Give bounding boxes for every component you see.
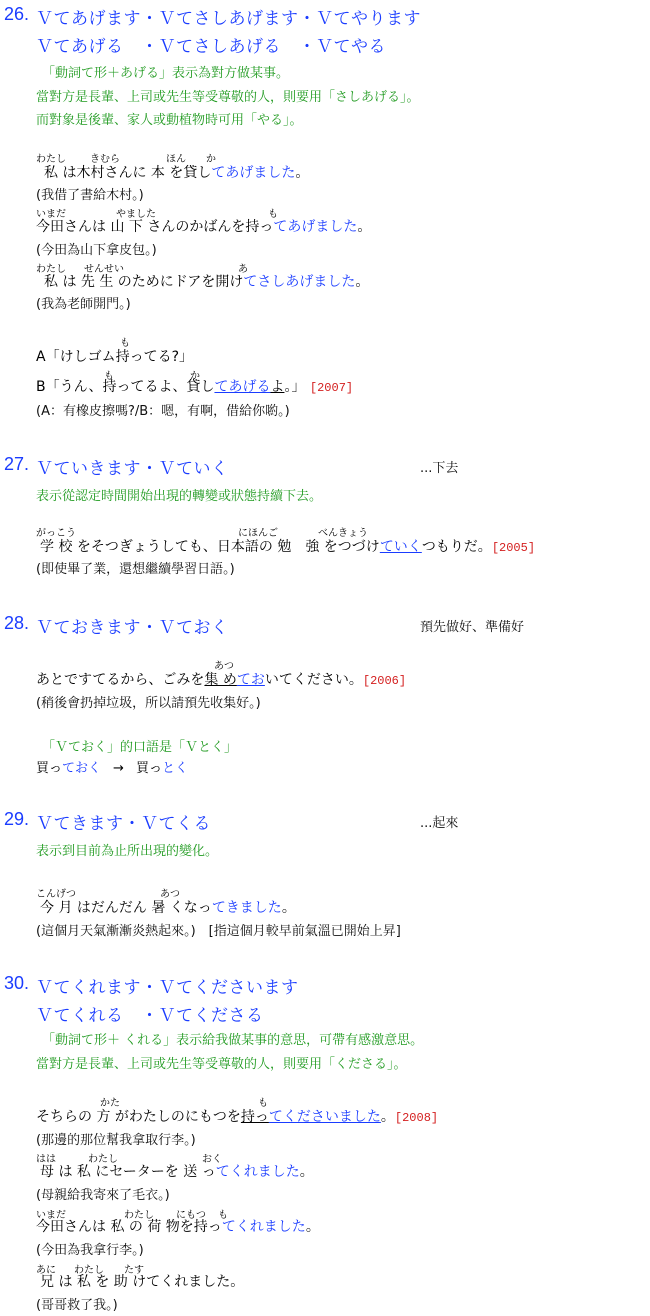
section-28-meaning: 預先做好、準備好 bbox=[420, 620, 525, 635]
section-30-heading-2: Ｖてくれる ・Ｖてくださる bbox=[36, 1006, 264, 1026]
example-text: 私 は木村さんに 本 を貸し bbox=[44, 165, 212, 181]
ruby: がっこう bbox=[36, 528, 76, 539]
ruby: わたし bbox=[36, 154, 66, 165]
example-text: 。 bbox=[299, 1164, 314, 1180]
ruby: やました bbox=[116, 209, 156, 220]
translation: (哥哥救了我。) bbox=[36, 1298, 118, 1313]
grammar-highlight: ておく bbox=[62, 761, 102, 776]
ruby: わたし bbox=[74, 1265, 104, 1276]
exam-year-tag: [2006] bbox=[362, 674, 407, 688]
example-text: 。 bbox=[355, 274, 370, 290]
ruby: か bbox=[206, 154, 216, 165]
translation: (那邊的那位幫我拿取行李。) bbox=[36, 1133, 196, 1148]
ruby: わたし bbox=[36, 264, 66, 275]
example-text: 。」 bbox=[284, 379, 306, 395]
example-text: つもりだ。 bbox=[421, 539, 492, 555]
example-sentence bbox=[44, 271, 369, 291]
section-26-note-1: 「動詞て形＋あげる」表示為對方做某事。 bbox=[42, 66, 290, 81]
example-sentence bbox=[40, 1161, 314, 1181]
example-text: いてください。 bbox=[264, 672, 363, 688]
example-sentence bbox=[36, 376, 353, 396]
section-26-heading-2: Ｖてあげる ・Ｖてさしあげる ・Ｖてやる bbox=[36, 37, 386, 57]
section-28-note-1: 「Ｖておく」的口語是「Ｖとく」 bbox=[42, 740, 238, 755]
example-sentence bbox=[36, 669, 406, 689]
example-sentence: 兄 は 私 を 助 けてくれました。 bbox=[40, 1274, 245, 1290]
ruby: も bbox=[218, 1210, 228, 1221]
example-text: B「うん、持ってるよ、貸し bbox=[36, 379, 215, 395]
ruby: わたし bbox=[88, 1154, 118, 1165]
example-text: よ bbox=[270, 379, 285, 395]
section-26-note-2: 當對方是長輩、上司或先生等受尊敬的人，則要用「さしあげる」。 bbox=[36, 90, 420, 105]
ruby: こんげつ bbox=[36, 889, 76, 900]
example-text: 持っ bbox=[240, 1109, 269, 1125]
example-text: 今田さんは 私 の 荷 物を持っ bbox=[36, 1219, 222, 1235]
ruby: きむら bbox=[90, 154, 120, 165]
section-26-note-3: 而對象是後輩、家人或動植物時可用「やる」。 bbox=[36, 113, 303, 128]
example-sentence bbox=[36, 1106, 438, 1126]
section-29-note-1: 表示到目前為止所出現的變化。 bbox=[36, 844, 219, 859]
ruby: あつ bbox=[214, 661, 234, 672]
grammar-highlight: てさしあげました bbox=[243, 274, 356, 290]
grammar-highlight: てきました bbox=[211, 900, 282, 916]
section-26-heading-1: Ｖてあげます・Ｖてさしあげます・Ｖてやります bbox=[36, 9, 421, 29]
section-30-heading-1: Ｖてくれます・Ｖてくださいます bbox=[36, 978, 299, 998]
ruby: たす bbox=[124, 1265, 144, 1276]
grammar-highlight: てあげました bbox=[273, 219, 358, 235]
section-28-heading: Ｖておきます・Ｖておく bbox=[36, 618, 229, 638]
grammar-highlight: てお bbox=[236, 672, 265, 688]
example-text: 。 bbox=[281, 900, 296, 916]
example-text: そちらの 方 がわたしのにもつを bbox=[36, 1109, 241, 1125]
section-30-note-2: 當對方是長輩、上司或先生等受尊敬的人，則要用「くださる」。 bbox=[36, 1057, 407, 1072]
exam-year-tag: [2007] bbox=[309, 381, 354, 395]
translation: (我為老師開門。) bbox=[36, 297, 131, 312]
example-text: 今 月 はだんだん 暑 くなっ bbox=[40, 900, 212, 916]
translation: (今田為山下拿皮包。) bbox=[36, 243, 157, 258]
section-26-number: 26. bbox=[4, 4, 30, 24]
example-text: 買っ bbox=[135, 761, 162, 776]
example-text: 私 は 先 生 のためにドアを開け bbox=[44, 274, 244, 290]
section-30-note-1: 「動詞て形＋ くれる」表示給我做某事的意思，可帶有感激意思。 bbox=[42, 1033, 424, 1048]
section-28-number: 28. bbox=[4, 613, 30, 633]
example-text: 。 bbox=[380, 1109, 395, 1125]
section-27-note-1: 表示從認定時間開始出現的轉變或狀態持續下去。 bbox=[36, 489, 323, 504]
arrow: → bbox=[113, 761, 124, 776]
section-27-meaning: ...下去 bbox=[420, 461, 459, 476]
ruby: ほん bbox=[166, 154, 186, 165]
ruby: おく bbox=[202, 1154, 222, 1165]
example-text: 。 bbox=[305, 1219, 320, 1235]
translation: (稍後會扔掉垃圾，所以請預先收集好。) bbox=[36, 696, 261, 711]
grammar-highlight: てくださいました bbox=[268, 1109, 381, 1125]
translation: (A：有橡皮擦嗎?/B：嗯，有啊，借給你喲。) bbox=[36, 404, 290, 419]
example-text: 集 め bbox=[204, 672, 237, 688]
example-text: あとですてるから、ごみを bbox=[36, 672, 205, 688]
example-text: 。 bbox=[357, 219, 372, 235]
exam-year-tag: [2005] bbox=[491, 541, 536, 555]
example-text: 買っ bbox=[36, 761, 63, 776]
grammar-highlight: てくれました bbox=[221, 1219, 306, 1235]
example-sentence bbox=[36, 1216, 320, 1236]
grammar-highlight: てあげました bbox=[211, 165, 296, 181]
ruby: わたし bbox=[124, 1210, 154, 1221]
example-sentence bbox=[40, 897, 296, 917]
example-sentence: A「けしゴム持ってる?」 bbox=[36, 349, 194, 365]
translation: (我借了書給木村。) bbox=[36, 188, 144, 203]
translation: (今田為我拿行李。) bbox=[36, 1243, 144, 1258]
translation: (這個月天氣漸漸炎熱起來。) [指這個月較早前氣溫已開始上昇] bbox=[36, 924, 401, 939]
example-sentence bbox=[36, 216, 371, 236]
ruby: あつ bbox=[160, 889, 180, 900]
example-text: 。 bbox=[295, 165, 310, 181]
translation: (母親給我寄來了毛衣。) bbox=[36, 1188, 170, 1203]
translation: (即使畢了業，還想繼續學習日語。) bbox=[36, 562, 235, 577]
ruby: かた bbox=[100, 1098, 120, 1109]
example-sentence bbox=[40, 536, 535, 556]
example-sentence bbox=[44, 162, 309, 182]
section-29-heading: Ｖてきます・Ｖてくる bbox=[36, 814, 211, 834]
section-29-number: 29. bbox=[4, 809, 30, 829]
ruby: にほんご bbox=[238, 528, 278, 539]
ruby: も bbox=[120, 338, 130, 349]
grammar-highlight: ていく bbox=[379, 539, 422, 555]
grammar-highlight: とく bbox=[161, 761, 188, 776]
ruby: も bbox=[104, 371, 114, 382]
ruby: にもつ bbox=[176, 1210, 206, 1221]
ruby: いまだ bbox=[36, 1210, 66, 1221]
section-27-heading: Ｖていきます・Ｖていく bbox=[36, 459, 229, 479]
ruby: か bbox=[190, 371, 200, 382]
grammar-highlight: てくれました bbox=[215, 1164, 300, 1180]
example-text: 母 は 私 にセーターを 送 っ bbox=[40, 1164, 216, 1180]
ruby: も bbox=[258, 1098, 268, 1109]
section-27-number: 27. bbox=[4, 454, 30, 474]
ruby: あに bbox=[36, 1265, 56, 1276]
example-text: 今田さんは 山 下 さんのかばんを持っ bbox=[36, 219, 274, 235]
ruby: あ bbox=[238, 264, 248, 275]
exam-year-tag: [2008] bbox=[394, 1111, 439, 1125]
ruby: せんせい bbox=[84, 264, 124, 275]
ruby: いまだ bbox=[36, 209, 66, 220]
grammar-highlight: てあげる bbox=[214, 379, 271, 395]
example-text: 学 校 をそつぎょうしても、日本語の 勉 強 をつづけ bbox=[40, 539, 380, 555]
colloquial-example bbox=[36, 757, 188, 776]
ruby: はは bbox=[36, 1154, 56, 1165]
ruby: も bbox=[268, 209, 278, 220]
ruby: べんきょう bbox=[318, 528, 368, 539]
section-29-meaning: ...起來 bbox=[420, 816, 459, 831]
section-30-number: 30. bbox=[4, 973, 30, 993]
